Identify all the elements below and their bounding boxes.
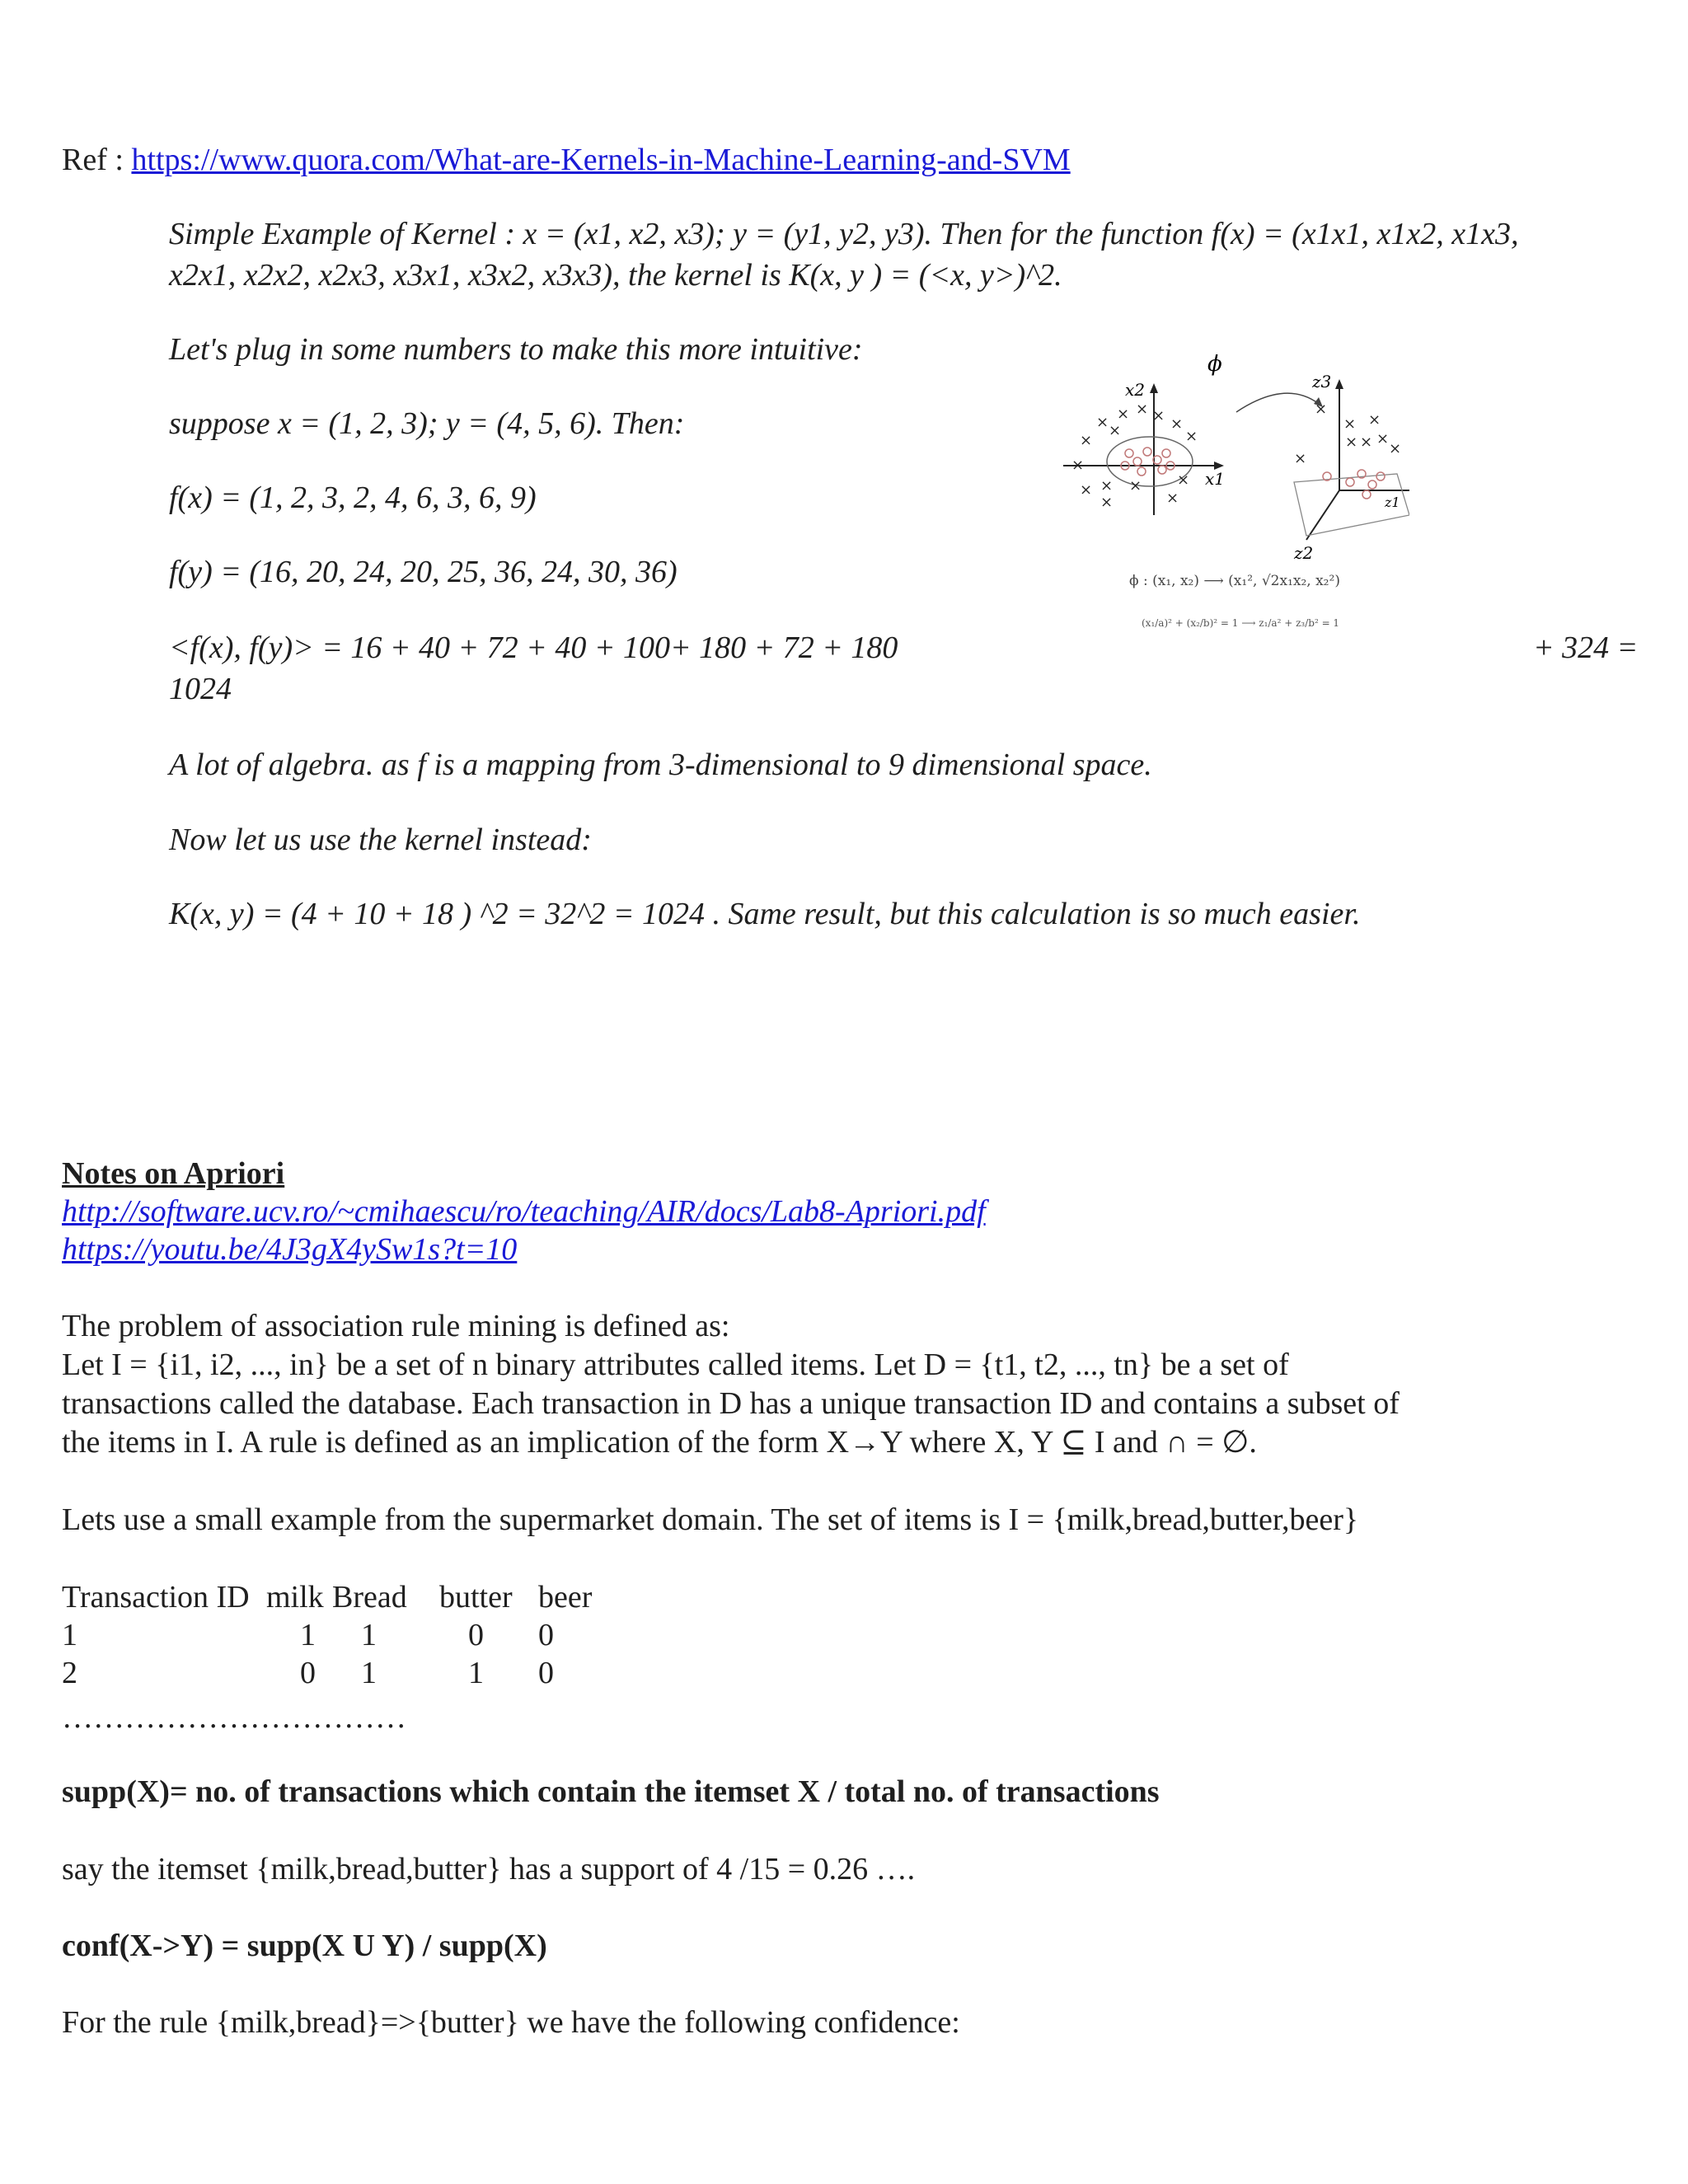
apriori-youtube-link[interactable]: https://youtu.be/4J3gX4ySw1s?t=10 bbox=[62, 1232, 518, 1267]
paragraph-line: the items in I. A rule is defined as an implication of the form X→Y where X, Y ⊆ I and ∩ = ∅. bbox=[62, 1425, 1257, 1460]
feature-mapping-figure bbox=[1047, 338, 1409, 643]
ref-line bbox=[62, 140, 1071, 180]
svg-text:×: × bbox=[1100, 494, 1114, 511]
table-cell: 1 bbox=[361, 1656, 377, 1690]
phi-label: ϕ bbox=[1207, 352, 1222, 377]
table-cell: 1 bbox=[361, 1618, 377, 1652]
outer-crosses bbox=[1071, 401, 1198, 511]
transaction-table bbox=[62, 1578, 592, 1692]
x2-label: x2 bbox=[1125, 380, 1146, 400]
header-beer: beer bbox=[538, 1580, 593, 1615]
table-cell: 0 bbox=[538, 1618, 554, 1652]
kernel-definition-line1: Simple Example of Kernel : x = (x1, x2, x3); y = (y1, y2, y3). Then for the function f(x) = (x1x1, x1x2, x1x3, bbox=[169, 217, 1519, 251]
mapped-crosses bbox=[1294, 401, 1401, 467]
table-row bbox=[62, 1616, 592, 1654]
mapping-arrow bbox=[1236, 393, 1319, 412]
confidence-intro: For the rule {milk,bread}=>{butter} we have the following confidence: bbox=[62, 2005, 960, 2040]
table-continuation-dots: …………………………… bbox=[62, 1700, 406, 1735]
suppose-text: suppose x = (1, 2, 3); y = (4, 5, 6). Then: bbox=[169, 406, 685, 441]
inner-circles bbox=[1121, 448, 1175, 476]
dot-product-text: <f(x), f(y)> = 16 + 40 + 72 + 40 + 100+ 180 + 72 + 180 bbox=[169, 630, 898, 665]
svg-text:×: × bbox=[1080, 432, 1093, 449]
header-transaction-id: Transaction ID bbox=[62, 1580, 250, 1615]
svg-text:×: × bbox=[1080, 481, 1093, 499]
svg-text:×: × bbox=[1071, 457, 1085, 474]
table-cell: 2 bbox=[62, 1656, 77, 1690]
x1-label: x1 bbox=[1205, 469, 1226, 489]
z3-label: z3 bbox=[1312, 372, 1332, 391]
support-example: say the itemset {milk,bread,butter} has a support of 4 /15 = 0.26 …. bbox=[62, 1852, 916, 1886]
table-header-row bbox=[62, 1578, 592, 1616]
ref-label: Ref : bbox=[62, 143, 132, 177]
kernel-definition-line2: x2x1, x2x2, x2x3, x3x1, x3x2, x3x3), the kernel is K(x, y ) = (<x, y>)^2. bbox=[169, 258, 1062, 293]
svg-text:×: × bbox=[1360, 434, 1373, 451]
svg-text:×: × bbox=[1152, 407, 1165, 424]
plug-numbers-text: Let's plug in some numbers to make this more intuitive: bbox=[169, 332, 863, 367]
mapping-equation: ϕ : (x₁, x₂) ⟶ (x₁², √2x₁x₂, x₂²) bbox=[1129, 573, 1340, 589]
confidence-definition: conf(X->Y) = supp(X U Y) / supp(X) bbox=[62, 1929, 547, 1963]
paragraph-line: transactions called the database. Each transaction in D has a unique transaction ID and contains a subset of bbox=[62, 1386, 1400, 1421]
fy-text: f(y) = (16, 20, 24, 20, 25, 36, 24, 30, 36) bbox=[169, 555, 678, 589]
paragraph-line: The problem of association rule mining is defined as: bbox=[62, 1309, 730, 1343]
svg-text:×: × bbox=[1109, 422, 1122, 439]
svg-text:×: × bbox=[1315, 401, 1328, 418]
svg-text:×: × bbox=[1376, 430, 1390, 448]
table-cell: 1 bbox=[468, 1656, 484, 1690]
svg-text:×: × bbox=[1368, 411, 1381, 429]
fx-text: f(x) = (1, 2, 3, 2, 4, 6, 3, 6, 9) bbox=[169, 480, 537, 515]
header-bread: Bread bbox=[332, 1580, 407, 1615]
svg-text:×: × bbox=[1170, 415, 1184, 433]
dot-product-tail: + 324 = bbox=[1533, 630, 1639, 665]
apriori-heading: Notes on Apriori bbox=[62, 1156, 285, 1191]
kernel-calc-text: K(x, y) = (4 + 10 + 18 ) ^2 = 32^2 = 1024 . Same result, but this calculation is so much easier. bbox=[169, 897, 1361, 931]
kernel-instead-text: Now let us use the kernel instead: bbox=[169, 823, 592, 857]
table-cell: 0 bbox=[538, 1656, 554, 1690]
header-milk: milk bbox=[266, 1580, 324, 1615]
svg-text:×: × bbox=[1166, 490, 1179, 507]
apriori-pdf-link[interactable]: http://software.ucv.ro/~cmihaescu/ro/teaching/AIR/docs/Lab8-Apriori.pdf bbox=[62, 1194, 986, 1229]
paragraph-line: Lets use a small example from the supermarket domain. The set of items is I = {milk,bread,butter,beer} bbox=[62, 1502, 1359, 1537]
z1-label: z1 bbox=[1385, 494, 1400, 510]
header-butter: butter bbox=[439, 1580, 513, 1615]
dot-product-result: 1024 bbox=[169, 672, 232, 706]
svg-text:×: × bbox=[1136, 401, 1149, 418]
z2-label: z2 bbox=[1294, 543, 1314, 563]
table-row bbox=[62, 1654, 592, 1692]
table-cell: 1 bbox=[300, 1618, 316, 1652]
table-cell: 1 bbox=[62, 1618, 77, 1652]
table-cell: 0 bbox=[300, 1656, 316, 1690]
algebra-text: A lot of algebra. as f is a mapping from 3-dimensional to 9 dimensional space. bbox=[169, 748, 1152, 782]
support-definition: supp(X)= no. of transactions which contain the itemset X / total no. of transactions bbox=[62, 1774, 1160, 1809]
svg-text:×: × bbox=[1100, 477, 1114, 494]
svg-text:×: × bbox=[1117, 405, 1130, 423]
svg-text:×: × bbox=[1345, 434, 1358, 451]
svg-text:×: × bbox=[1389, 440, 1402, 457]
mapped-circles bbox=[1323, 470, 1385, 499]
ellipse-equation: (x₁/a)² + (x₂/b)² = 1 ⟶ z₁/a² + z₃/b² = 1 bbox=[1142, 617, 1340, 629]
svg-text:×: × bbox=[1129, 477, 1142, 494]
svg-text:×: × bbox=[1185, 428, 1198, 445]
table-cell: 0 bbox=[468, 1618, 484, 1652]
paragraph-line: Let I = {i1, i2, ..., in} be a set of n binary attributes called items. Let D = {t1, t2, ..., tn} be a set of bbox=[62, 1347, 1289, 1382]
svg-text:×: × bbox=[1294, 450, 1307, 467]
svg-text:×: × bbox=[1343, 415, 1357, 433]
svg-text:×: × bbox=[1177, 471, 1190, 489]
quora-link[interactable]: https://www.quora.com/What-are-Kernels-in-Machine-Learning-and-SVM bbox=[131, 143, 1071, 177]
svg-text:×: × bbox=[1096, 414, 1109, 431]
